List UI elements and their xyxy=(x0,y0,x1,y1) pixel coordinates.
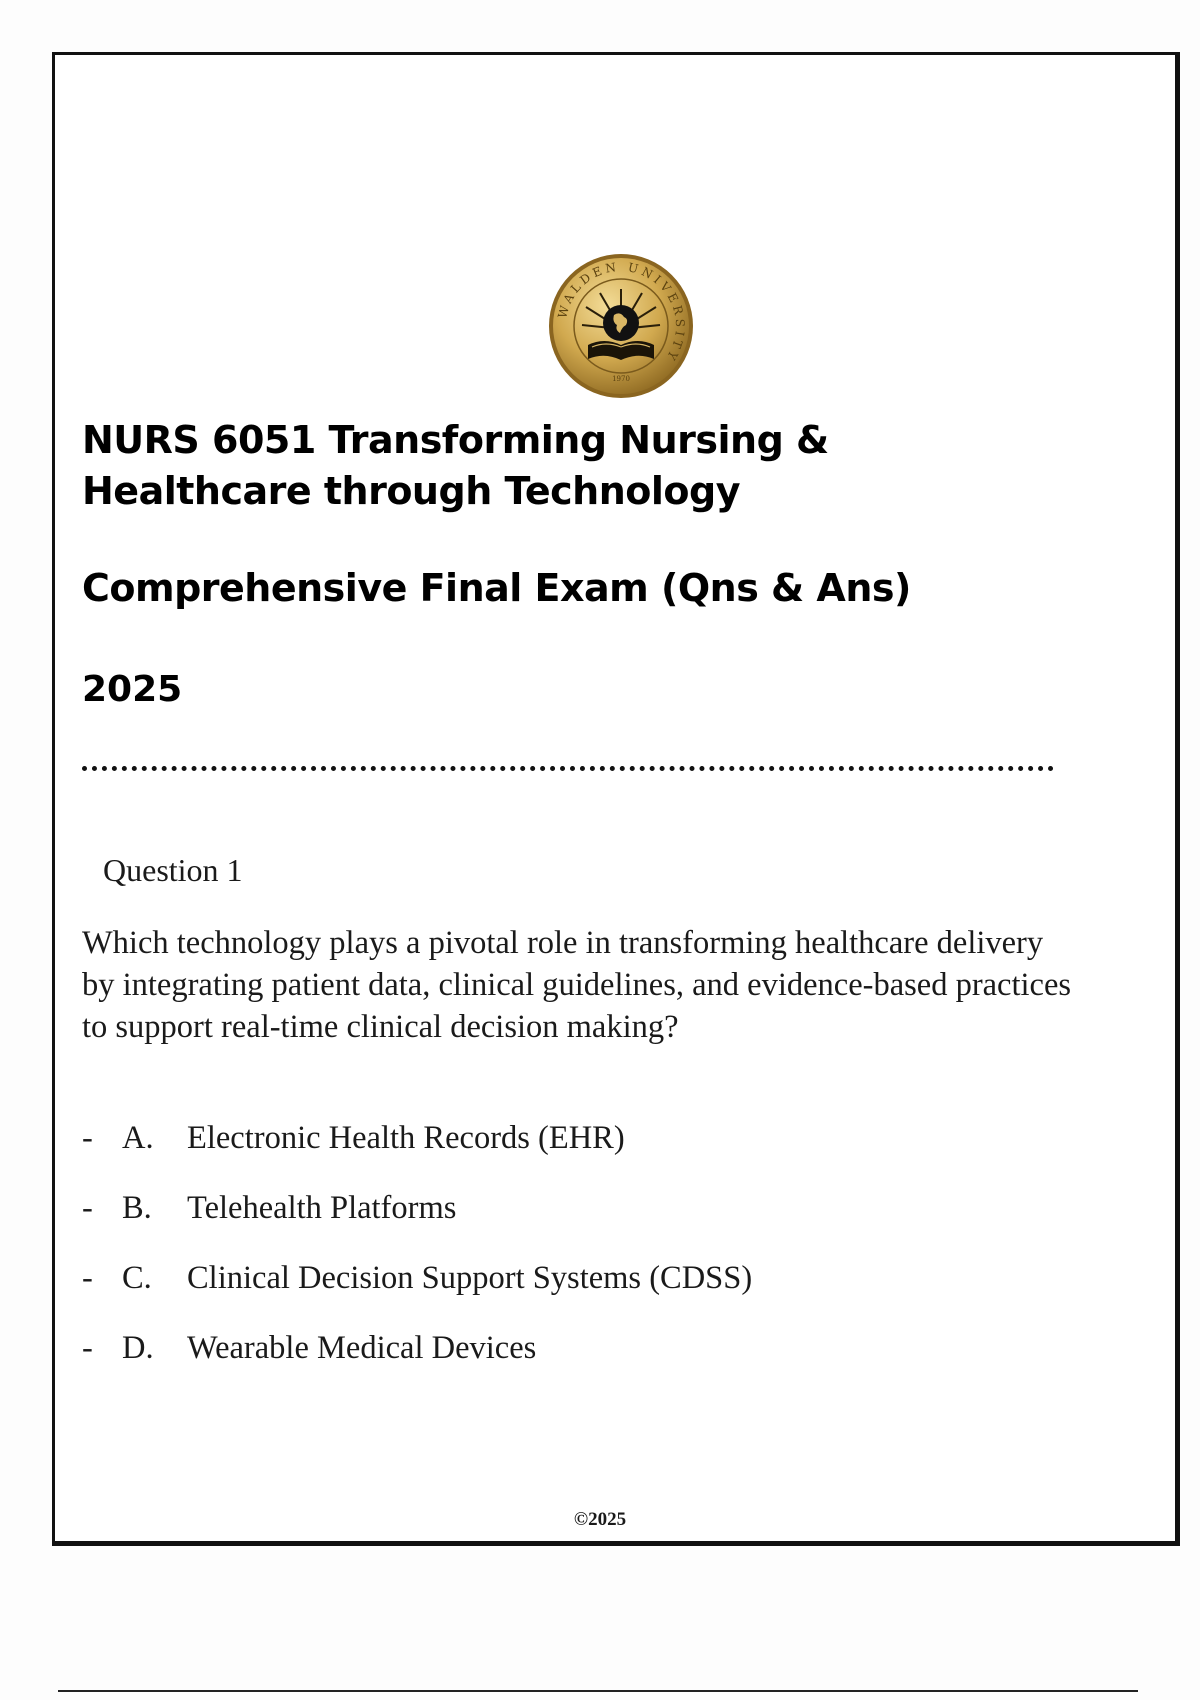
document-year: 2025 xyxy=(82,669,183,710)
option-text: Wearable Medical Devices xyxy=(187,1330,537,1366)
document-subtitle: Comprehensive Final Exam (Qns & Ans) xyxy=(82,566,911,610)
option-text: Telehealth Platforms xyxy=(187,1190,457,1226)
dotted-divider xyxy=(82,766,1054,771)
answer-option-d xyxy=(82,1330,752,1400)
answer-option-a xyxy=(82,1120,752,1190)
option-letter: A. xyxy=(122,1120,154,1156)
answer-options xyxy=(82,1120,752,1400)
question-label: Question 1 xyxy=(103,852,243,888)
seal-year: 1970 xyxy=(612,375,630,383)
option-letter: D. xyxy=(122,1330,154,1366)
seal-graphic xyxy=(548,253,694,399)
option-letter: C. xyxy=(122,1260,152,1296)
university-seal xyxy=(548,253,694,399)
option-text: Electronic Health Records (EHR) xyxy=(187,1120,625,1156)
title-block xyxy=(82,415,1062,715)
option-letter: B. xyxy=(122,1190,152,1226)
option-dash: - xyxy=(82,1330,93,1366)
answer-option-b xyxy=(82,1190,752,1260)
answer-option-c xyxy=(82,1260,752,1330)
option-dash: - xyxy=(82,1190,93,1226)
document-title: NURS 6051 Transforming Nursing & Healthcare through Technology xyxy=(82,418,829,513)
option-dash: - xyxy=(82,1260,93,1296)
option-dash: - xyxy=(82,1120,93,1156)
question-text: Which technology plays a pivotal role in transforming healthcare delivery by integrating patient data, clinical guidelines, and evidence-based practices to support real-time clinical decision making? xyxy=(82,925,1072,1045)
seal-inscription: WALDEN UNIVERSITY xyxy=(555,259,688,366)
option-text: Clinical Decision Support Systems (CDSS) xyxy=(187,1260,753,1296)
bottom-rule xyxy=(58,1690,1138,1692)
copyright-footer: ©2025 xyxy=(573,1509,627,1530)
